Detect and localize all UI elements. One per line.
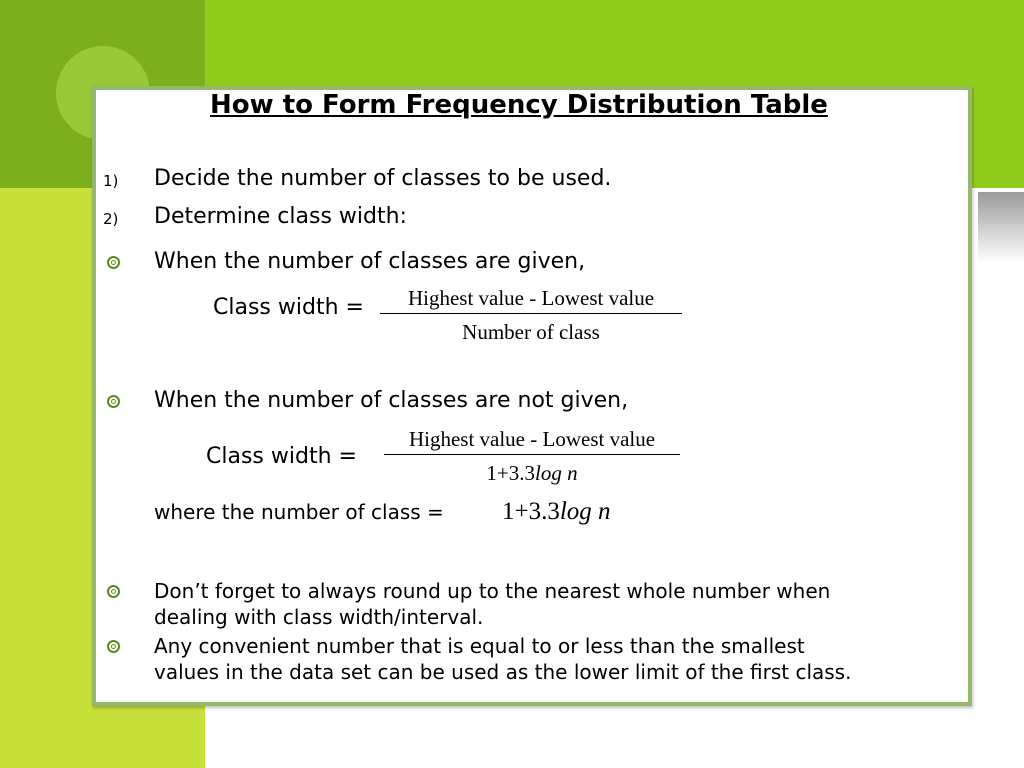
bullet-icon (107, 640, 120, 653)
case-not-given-fraction (384, 427, 680, 486)
case-not-given-formula-label: Class width = (206, 444, 357, 469)
case-given-denominator: Number of class (462, 320, 600, 344)
where-label: where the number of class = (154, 500, 444, 524)
step-2-text: Determine class width: (154, 204, 407, 229)
where-log: log n (559, 498, 611, 525)
note-1-line-1: Don’t forget to always round up to the nearest whole number when (154, 579, 831, 603)
background-grey-gradient (978, 192, 1024, 262)
case-given-fraction (380, 286, 682, 345)
note-1-line-2: dealing with class width/interval. (154, 605, 484, 629)
bullet-icon (107, 256, 120, 269)
case-not-given-text: When the number of classes are not given, (154, 388, 629, 413)
bullet-icon (107, 395, 120, 408)
denominator-log: log n (535, 461, 578, 485)
denominator-constant: 1+3.3 (486, 461, 535, 485)
note-2-line-1: Any convenient number that is equal to or less than the smallest (154, 634, 805, 658)
where-formula (502, 498, 611, 526)
note-2-line-2: values in the data set can be used as the lower limit of the first class. (154, 660, 852, 684)
step-1-text: Decide the number of classes to be used. (154, 166, 612, 191)
case-given-numerator: Highest value - Lowest value (380, 286, 682, 314)
step-1-number: 1) (103, 172, 119, 190)
bullet-icon (107, 585, 120, 598)
case-given-text: When the number of classes are given, (154, 249, 586, 274)
case-not-given-denominator (384, 455, 680, 486)
case-not-given-numerator: Highest value - Lowest value (384, 427, 680, 455)
step-2-number: 2) (103, 210, 119, 228)
case-given-formula-label: Class width = (213, 295, 364, 320)
slide-title: How to Form Frequency Distribution Table (210, 90, 828, 120)
where-constant: 1+3.3 (502, 498, 560, 525)
